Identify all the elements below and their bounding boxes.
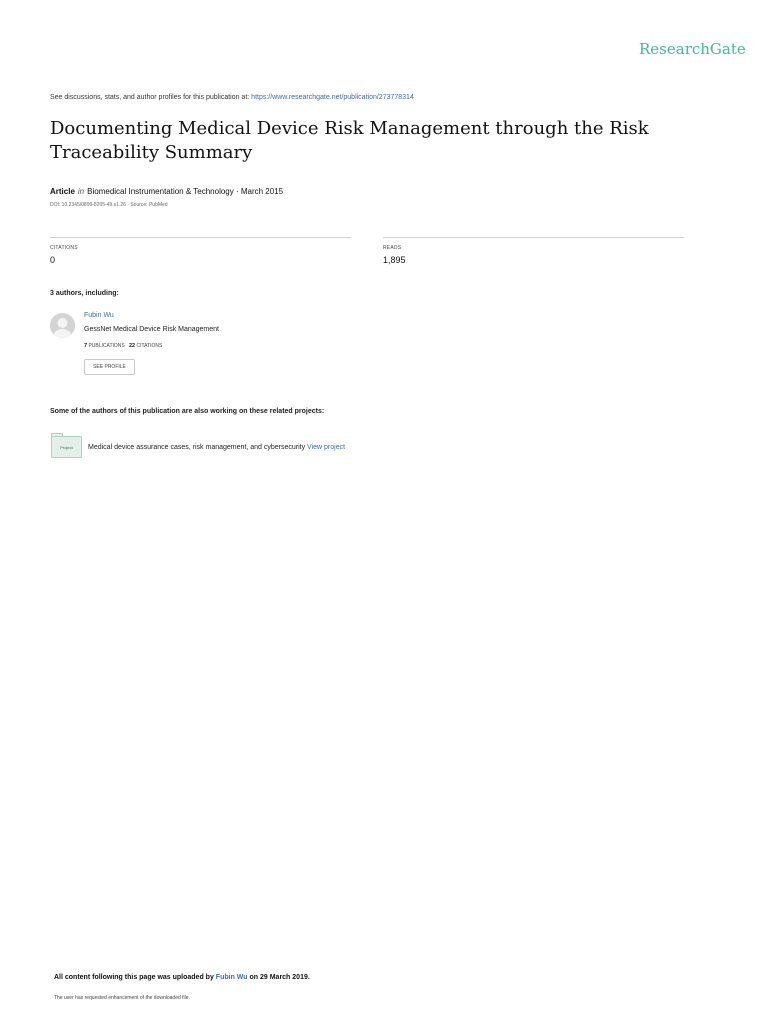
reads-value: 1,895 xyxy=(383,255,406,265)
citations-divider xyxy=(50,237,351,238)
author-name-link[interactable]: Fubin Wu xyxy=(84,312,114,319)
folder-icon[interactable] xyxy=(51,436,82,458)
citations-value: 0 xyxy=(50,255,56,265)
user-silhouette-icon[interactable] xyxy=(50,313,75,338)
upload-info xyxy=(54,974,310,981)
author-citations-count: 22 xyxy=(128,343,136,349)
authors-heading: 3 authors, including: xyxy=(50,290,119,297)
upload-suffix: on 29 March 2019. xyxy=(247,974,310,981)
author-institution: GessNet Medical Device Risk Management xyxy=(84,326,219,333)
author-stats xyxy=(84,343,162,349)
doi-line: DOI: 10.2345/0899-8205-49.s1.26 · Source: PubMed xyxy=(50,202,168,208)
author-citations-label: CITATIONS xyxy=(136,343,163,349)
view-project-link[interactable]: View project xyxy=(307,444,346,451)
reads-divider xyxy=(383,237,684,238)
author-publications-label: PUBLICATIONS xyxy=(88,343,125,349)
publication-venue-date: Biomedical Instrumentation & Technology · March 2015 xyxy=(87,187,284,196)
project-icon-label: Project xyxy=(60,444,73,450)
related-projects-heading: Some of the authors of this publication are also working on these related projects: xyxy=(50,408,325,415)
upload-prefix: All content following this page was uploaded by xyxy=(54,974,216,981)
related-project-title: Medical device assurance cases, risk management, and cybersecurity xyxy=(88,444,308,451)
discussion-line xyxy=(50,94,414,101)
researchgate-logo[interactable]: ResearchGate xyxy=(639,40,746,58)
author-publications-count: 7 xyxy=(84,343,88,349)
enhancement-note: The user has requested enhancement of the downloaded file. xyxy=(54,995,190,1001)
reads-label: READS xyxy=(383,245,402,251)
publication-title: Documenting Medical Device Risk Management through the Risk Traceability Summary xyxy=(50,118,649,163)
see-profile-button[interactable]: SEE PROFILE xyxy=(84,359,135,375)
publication-meta xyxy=(50,187,283,196)
publication-url-link[interactable]: https://www.researchgate.net/publication/273778314 xyxy=(251,94,414,101)
publication-in-word: in xyxy=(77,187,85,196)
citations-label: CITATIONS xyxy=(50,245,78,251)
discussion-text: See discussions, stats, and author profiles for this publication at: xyxy=(50,94,252,101)
uploader-link[interactable]: Fubin Wu xyxy=(215,974,248,981)
related-project-item xyxy=(88,444,345,451)
publication-type: Article xyxy=(50,187,75,196)
